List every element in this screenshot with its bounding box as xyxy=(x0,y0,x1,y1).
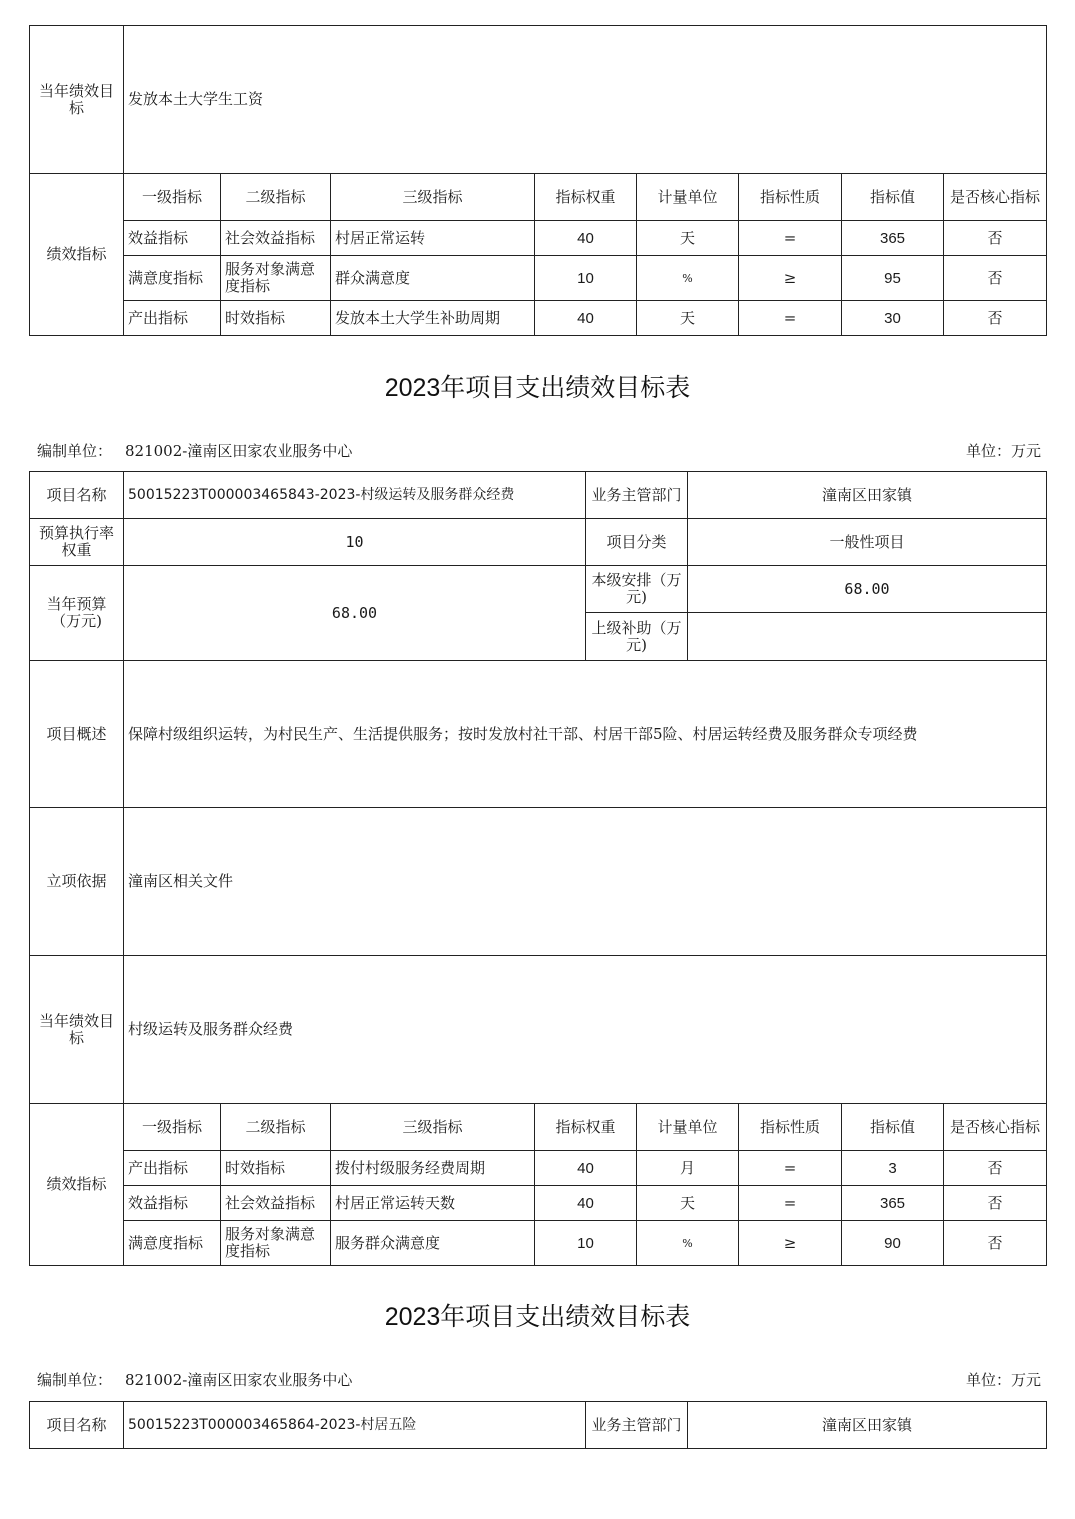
header-weight: 指标权重 xyxy=(535,1104,637,1151)
header-level3: 三级指标 xyxy=(331,1104,535,1151)
cell-core: 否 xyxy=(944,256,1047,301)
cell-level2: 服务对象满意度指标 xyxy=(221,256,331,301)
cell-level2: 时效指标 xyxy=(221,301,331,336)
cell-value: 95 xyxy=(842,256,944,301)
section2-indicators-table xyxy=(29,1103,1047,1266)
page-title: 2023年项目支出绩效目标表 xyxy=(384,374,691,402)
cell-level1: 效益指标 xyxy=(124,1186,221,1221)
cell-level3: 群众满意度 xyxy=(331,256,535,301)
basis-label: 立项依据 xyxy=(30,808,124,956)
section1-table xyxy=(29,25,1047,336)
cell-weight: 40 xyxy=(535,1186,637,1221)
basis-value: 潼南区相关文件 xyxy=(124,808,1047,956)
cell-level2: 社会效益指标 xyxy=(221,1186,331,1221)
cell-nature: = xyxy=(739,221,842,256)
exec-weight-label: 预算执行率权重 xyxy=(30,519,124,566)
cell-level2: 社会效益指标 xyxy=(221,221,331,256)
cell-nature: = xyxy=(739,1186,842,1221)
cell-core: 否 xyxy=(944,1151,1047,1186)
compiler-value: 821002-潼南区田家农业服务中心 xyxy=(125,442,353,460)
category-label: 项目分类 xyxy=(586,519,688,566)
header-value: 指标值 xyxy=(842,1104,944,1151)
cell-unit: 天 xyxy=(637,301,739,336)
overview-value: 保障村级组织运转，为村民生产、生活提供服务；按时发放村社干部、村居干部5险、村居运转经费及服务群众专项经费 xyxy=(124,661,1047,808)
header-level2: 二级指标 xyxy=(221,174,331,221)
cell-weight: 10 xyxy=(535,1221,637,1266)
category-value: 一般性项目 xyxy=(688,519,1047,566)
upper-label: 上级补助（万元) xyxy=(586,613,688,661)
section2-table xyxy=(29,471,1047,1104)
goal-label: 当年绩效目标 xyxy=(30,26,124,174)
cell-weight: 10 xyxy=(535,256,637,301)
cell-weight: 40 xyxy=(535,301,637,336)
local-value: 68.00 xyxy=(688,566,1047,613)
upper-value xyxy=(688,613,1047,661)
compiler-label: 编制单位： xyxy=(37,442,113,460)
table-row xyxy=(30,1151,1047,1186)
cell-level1: 效益指标 xyxy=(124,221,221,256)
overview-label: 项目概述 xyxy=(30,661,124,808)
dept-value: 潼南区田家镇 xyxy=(688,1402,1047,1449)
cell-level1: 产出指标 xyxy=(124,1151,221,1186)
cell-value: 365 xyxy=(842,1186,944,1221)
project-name-label: 项目名称 xyxy=(30,472,124,519)
goal-value: 村级运转及服务群众经费 xyxy=(124,956,1047,1104)
cell-value: 3 xyxy=(842,1151,944,1186)
compiler-value: 821002-潼南区田家农业服务中心 xyxy=(125,1371,353,1389)
header-level1: 一级指标 xyxy=(124,1104,221,1151)
indicators-label: 绩效指标 xyxy=(30,1104,124,1266)
local-label: 本级安排（万元) xyxy=(586,566,688,613)
table-row xyxy=(30,1221,1047,1266)
budget-label: 当年预算（万元) xyxy=(30,566,124,661)
cell-level3: 拨付村级服务经费周期 xyxy=(331,1151,535,1186)
exec-weight-value: 10 xyxy=(124,519,586,566)
section3-table xyxy=(29,1401,1047,1449)
indicators-label: 绩效指标 xyxy=(30,174,124,336)
cell-level2: 时效指标 xyxy=(221,1151,331,1186)
cell-value: 30 xyxy=(842,301,944,336)
cell-weight: 40 xyxy=(535,221,637,256)
cell-unit: % xyxy=(637,1221,739,1266)
cell-core: 否 xyxy=(944,301,1047,336)
unit-label: 单位：万元 xyxy=(965,1371,1041,1389)
cell-level1: 满意度指标 xyxy=(124,1221,221,1266)
header-nature: 指标性质 xyxy=(739,1104,842,1151)
cell-level3: 服务群众满意度 xyxy=(331,1221,535,1266)
cell-level3: 发放本土大学生补助周期 xyxy=(331,301,535,336)
cell-core: 否 xyxy=(944,221,1047,256)
goal-label: 当年绩效目标 xyxy=(30,956,124,1104)
cell-level3: 村居正常运转 xyxy=(331,221,535,256)
cell-nature: ≥ xyxy=(739,1221,842,1266)
header-nature: 指标性质 xyxy=(739,174,842,221)
cell-core: 否 xyxy=(944,1186,1047,1221)
cell-nature: ≥ xyxy=(739,256,842,301)
header-core: 是否核心指标 xyxy=(944,174,1047,221)
header-core: 是否核心指标 xyxy=(944,1104,1047,1151)
cell-level3: 村居正常运转天数 xyxy=(331,1186,535,1221)
cell-unit: 天 xyxy=(637,1186,739,1221)
header-unit: 计量单位 xyxy=(637,174,739,221)
cell-unit: 月 xyxy=(637,1151,739,1186)
cell-level2: 服务对象满意度指标 xyxy=(221,1221,331,1266)
compiler-label: 编制单位： xyxy=(37,1371,113,1389)
cell-nature: = xyxy=(739,301,842,336)
cell-weight: 40 xyxy=(535,1151,637,1186)
cell-core: 否 xyxy=(944,1221,1047,1266)
table-row xyxy=(30,256,1047,301)
cell-unit: % xyxy=(637,256,739,301)
goal-value: 发放本土大学生工资 xyxy=(124,26,1047,174)
cell-value: 365 xyxy=(842,221,944,256)
header-level3: 三级指标 xyxy=(331,174,535,221)
header-unit: 计量单位 xyxy=(637,1104,739,1151)
budget-value: 68.00 xyxy=(124,566,586,661)
table-row xyxy=(30,221,1047,256)
dept-label: 业务主管部门 xyxy=(586,1402,688,1449)
header-level2: 二级指标 xyxy=(221,1104,331,1151)
page-title: 2023年项目支出绩效目标表 xyxy=(384,1303,691,1331)
header-weight: 指标权重 xyxy=(535,174,637,221)
cell-level1: 产出指标 xyxy=(124,301,221,336)
cell-unit: 天 xyxy=(637,221,739,256)
project-name-value: 50015223T000003465864-2023-村居五险 xyxy=(124,1402,586,1449)
project-name-value: 50015223T000003465843-2023-村级运转及服务群众经费 xyxy=(124,472,586,519)
dept-value: 潼南区田家镇 xyxy=(688,472,1047,519)
unit-label: 单位：万元 xyxy=(965,442,1041,460)
project-name-label: 项目名称 xyxy=(30,1402,124,1449)
dept-label: 业务主管部门 xyxy=(586,472,688,519)
table-row xyxy=(30,301,1047,336)
table-row xyxy=(30,1186,1047,1221)
cell-value: 90 xyxy=(842,1221,944,1266)
header-level1: 一级指标 xyxy=(124,174,221,221)
cell-level1: 满意度指标 xyxy=(124,256,221,301)
cell-nature: = xyxy=(739,1151,842,1186)
header-value: 指标值 xyxy=(842,174,944,221)
